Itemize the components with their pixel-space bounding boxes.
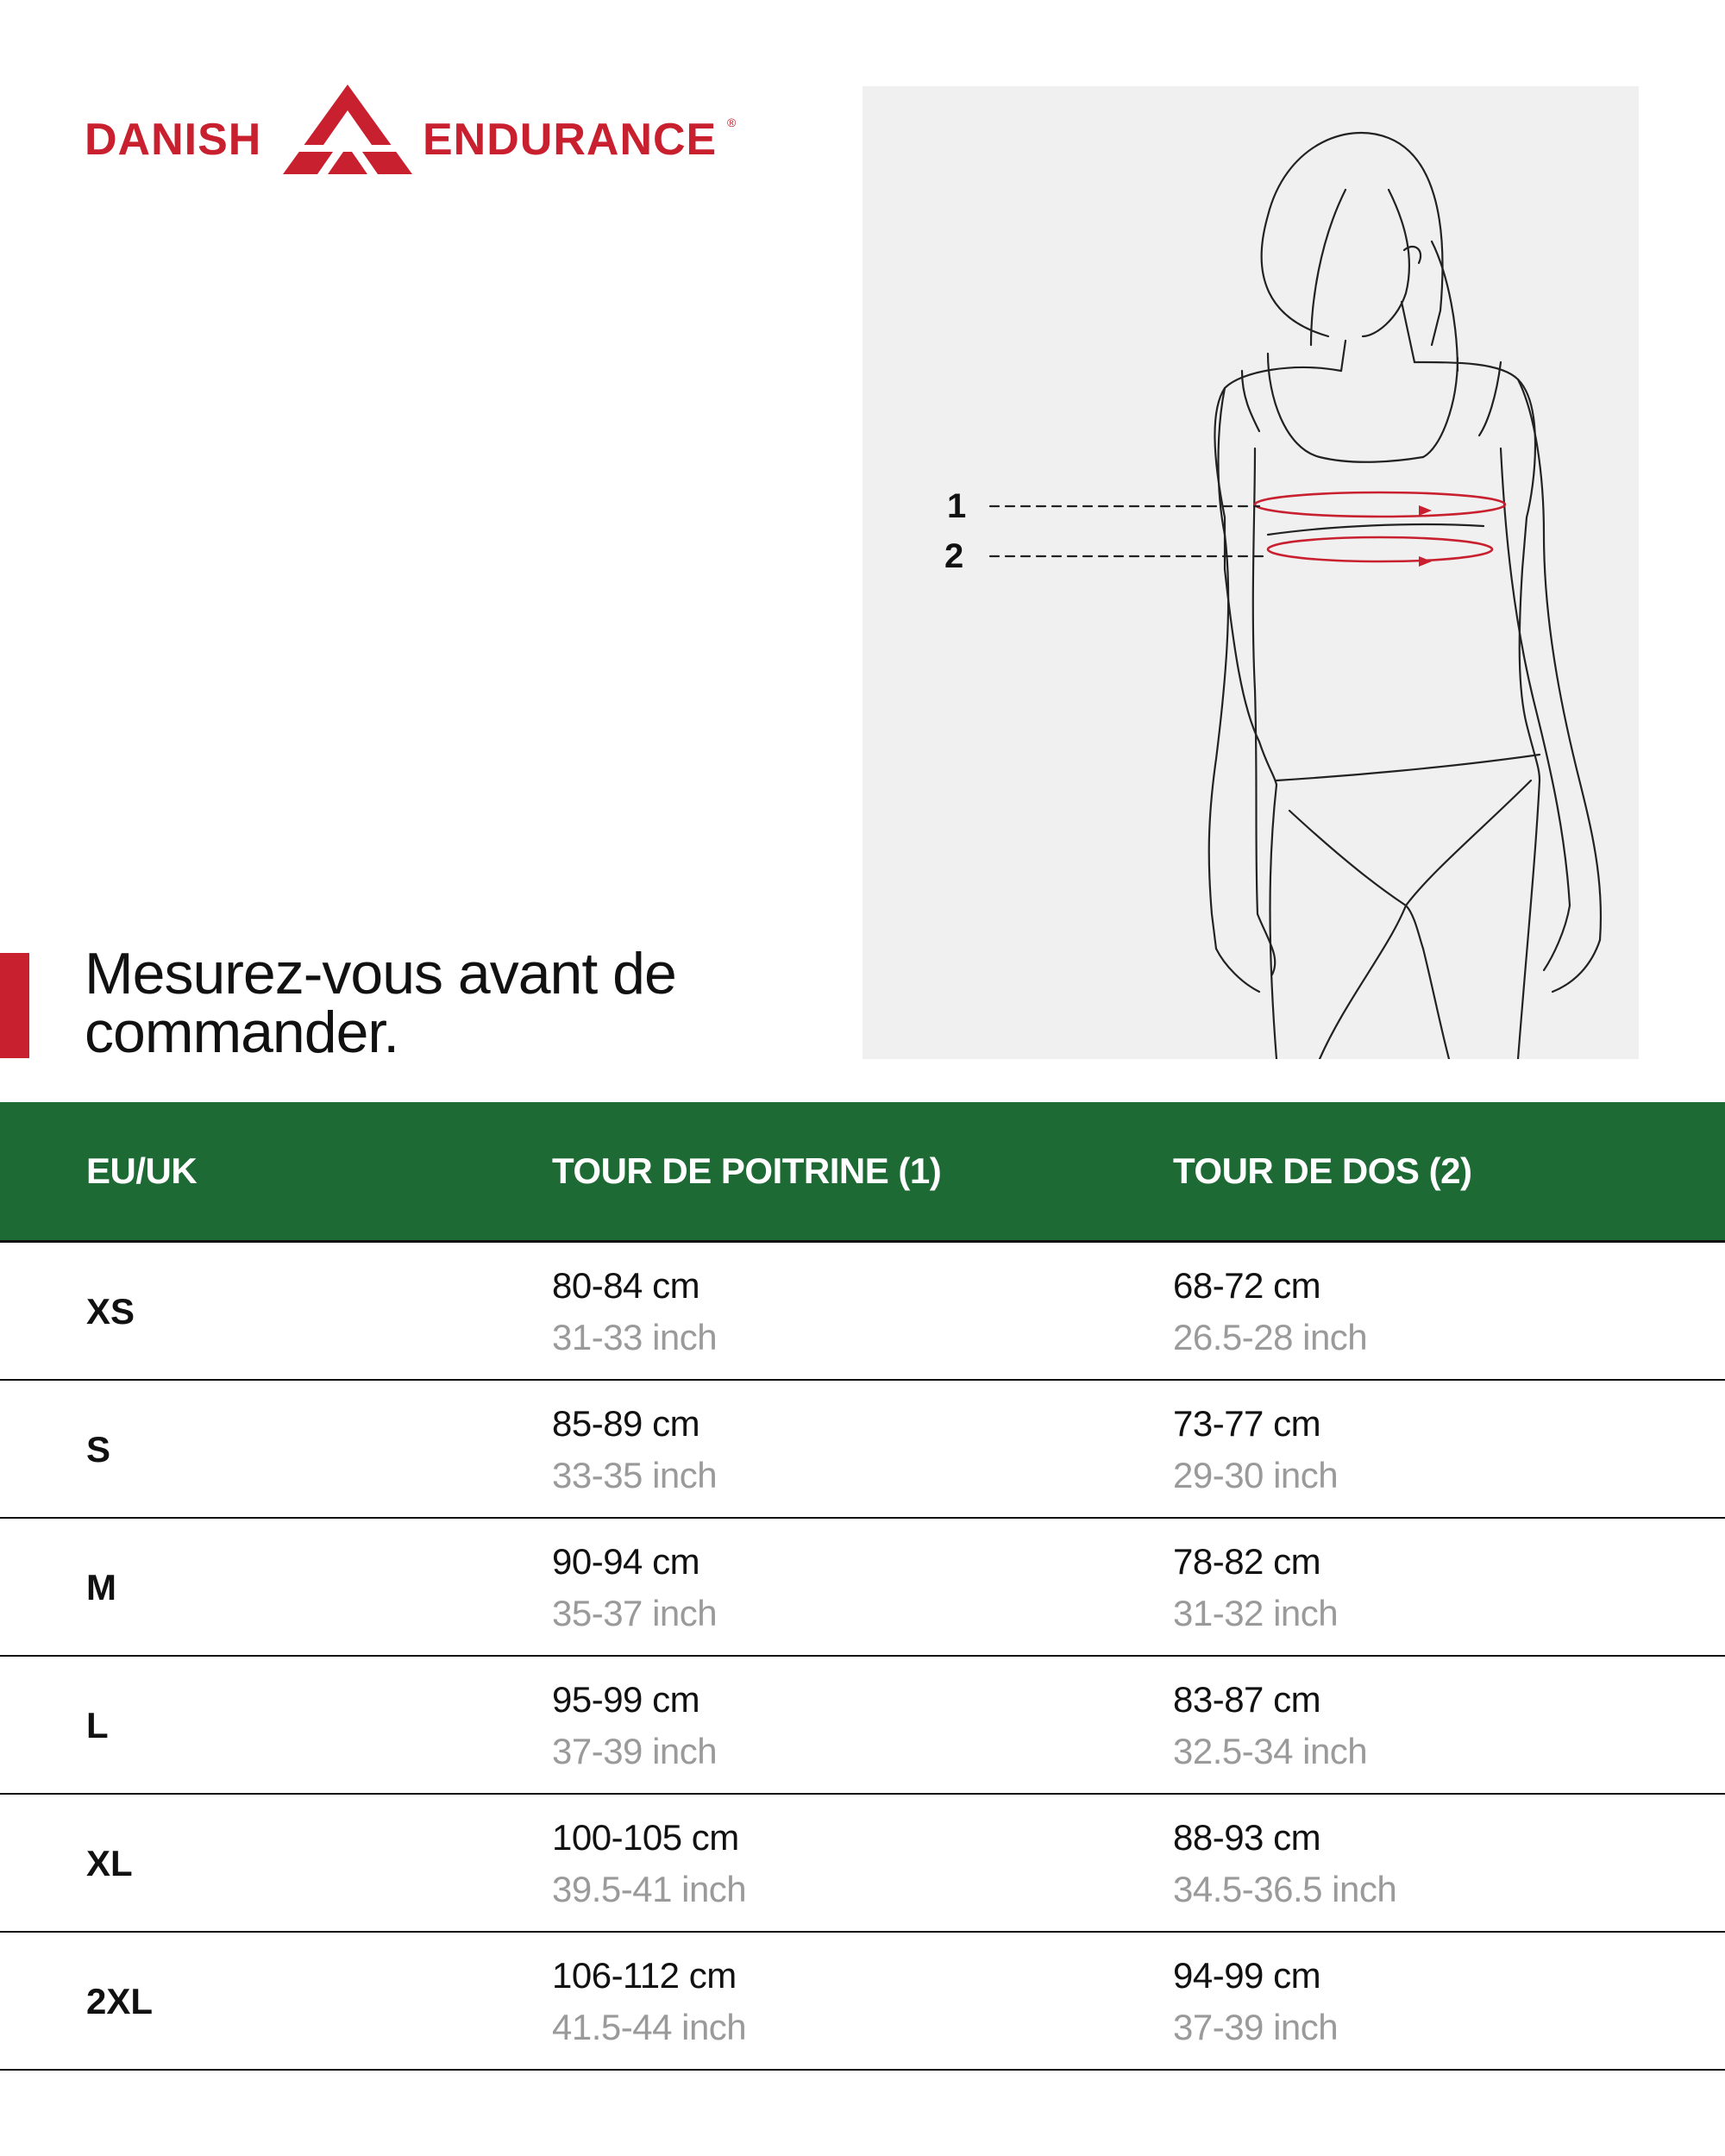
size-label: XS [86,1291,135,1332]
chest-cell [552,1536,717,1639]
table-header [0,1102,1725,1243]
table-row [0,1519,1725,1657]
underbust-cell [1173,1674,1367,1777]
size-label: XL [86,1843,133,1883]
registered-mark: ® [727,116,737,129]
header-chest: TOUR DE POITRINE (1) [552,1150,942,1191]
measurement-illustration [862,86,1639,1059]
chest-inch: 35-37 inch [552,1593,718,1633]
chest-cm: 95-99 cm [552,1679,700,1720]
underbust-cell [1173,1398,1338,1501]
chest-cm: 85-89 cm [552,1403,700,1444]
chest-cm: 106-112 cm [552,1955,737,1996]
underbust-cm: 83-87 cm [1173,1679,1321,1720]
underbust-cell [1173,1950,1338,2053]
chest-cm: 90-94 cm [552,1541,700,1582]
underbust-cell [1173,1812,1396,1915]
size-table [0,1102,1725,2071]
chest-inch: 37-39 inch [552,1731,718,1771]
underbust-inch: 31-32 inch [1173,1593,1339,1633]
marker-1-label: 1 [947,487,967,525]
table-row [0,1795,1725,1933]
underbust-inch: 34.5-36.5 inch [1173,1869,1397,1909]
chest-cm: 100-105 cm [552,1817,739,1858]
chest-inch: 33-35 inch [552,1455,718,1495]
chest-cell [552,1674,717,1777]
chest-cell [552,1398,717,1501]
brand-word-right: ENDURANCE [423,115,718,165]
underbust-cm: 68-72 cm [1173,1265,1321,1306]
chest-cell [552,1260,717,1363]
header-size: EU/UK [86,1150,198,1191]
chest-inch: 31-33 inch [552,1317,718,1357]
underbust-inch: 26.5-28 inch [1173,1317,1368,1357]
underbust-inch: 37-39 inch [1173,2007,1339,2047]
body-outline-drawing [862,86,1639,1059]
chest-inch: 41.5-44 inch [552,2007,747,2047]
underbust-cell [1173,1536,1338,1639]
header-underbust: TOUR DE DOS (2) [1173,1150,1472,1191]
chest-cell [552,1812,746,1915]
size-label: 2XL [86,1981,154,2021]
brand-logo [85,85,749,179]
underbust-cm: 94-99 cm [1173,1955,1321,1996]
chest-inch: 39.5-41 inch [552,1869,747,1909]
chest-cell [552,1950,746,2053]
underbust-inch: 32.5-34 inch [1173,1731,1368,1771]
underbust-cm: 88-93 cm [1173,1817,1321,1858]
table-row [0,1381,1725,1519]
page-title: Mesurez-vous avant de commander. [85,941,676,1065]
table-row [0,1243,1725,1381]
accent-bar [0,953,29,1058]
underbust-inch: 29-30 inch [1173,1455,1339,1495]
underbust-cm: 78-82 cm [1173,1541,1321,1582]
marker-2-label: 2 [944,537,964,575]
size-label: L [86,1705,109,1745]
underbust-cm: 73-77 cm [1173,1403,1321,1444]
table-row [0,1657,1725,1795]
size-label: S [86,1429,111,1470]
table-row [0,1933,1725,2071]
brand-word-left: DANISH [85,115,262,165]
underbust-cell [1173,1260,1367,1363]
chest-cm: 80-84 cm [552,1265,700,1306]
size-label: M [86,1567,116,1608]
triangle-logo-icon [283,85,412,174]
